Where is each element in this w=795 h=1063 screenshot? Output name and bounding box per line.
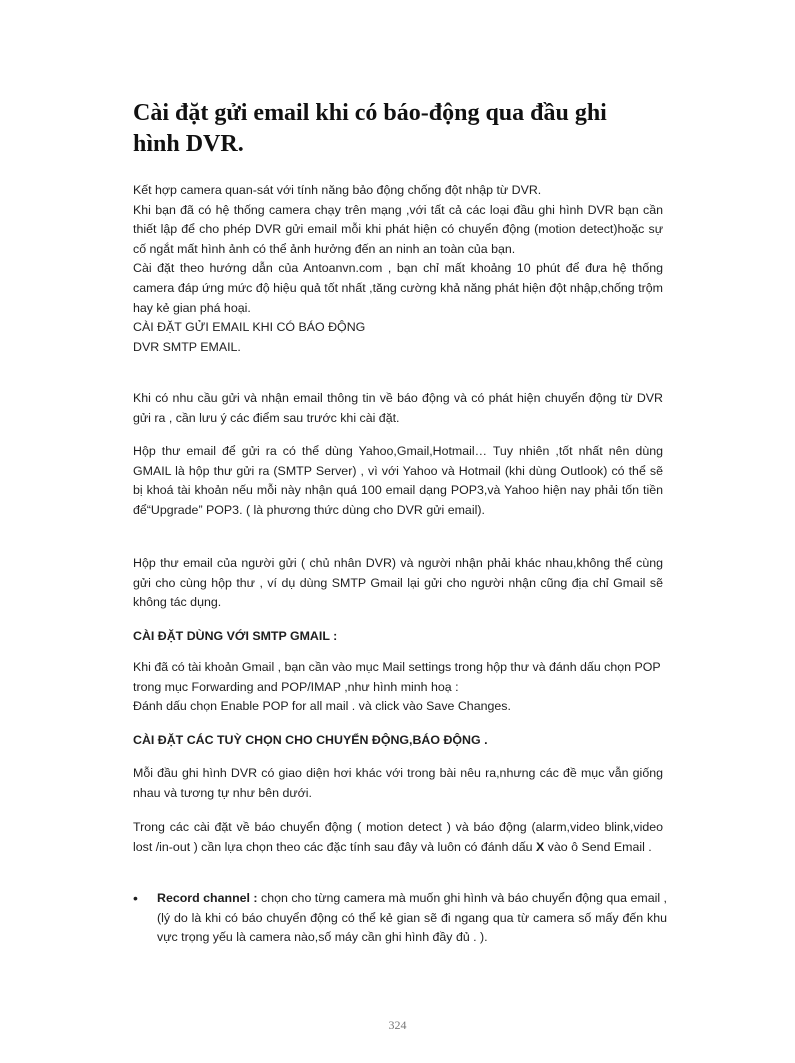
paragraph-motion-settings-text — [133, 818, 663, 857]
section-heading-motion-alarm: CÀI ĐẶT CÁC TUỲ CHỌN CHO CHUYỂN ĐỘNG,BÁO ĐỘNG . — [133, 733, 488, 747]
document-title — [133, 98, 663, 160]
paragraph-gmail-settings — [133, 658, 663, 717]
motion-settings-text: Trong các cài đặt về báo chuyển động ( motion detect ) và báo động (alarm,video blink,video lost /in-out ) cần lựa chọn theo các đặc tính sau đây và luôn có đánh dấu — [133, 820, 663, 854]
title-line-1: Cài đặt gửi email khi có báo-động qua đầu ghi — [133, 100, 607, 126]
paragraph-enable-pop-line: Đánh dấu chọn Enable POP for all mail . và click vào Save Changes. — [133, 699, 511, 714]
paragraph-gmail-settings-line: Khi đã có tài khoản Gmail , bạn cần vào mục Mail settings trong hộp thư và đánh dấu chọn POP trong mục Forwarding and POP/IMAP ,như hình minh hoạ : — [133, 660, 661, 694]
intro-line-1: Kết hợp camera quan-sát với tính năng bảo động chống đột nhập từ DVR. — [133, 183, 542, 197]
paragraph-requirements — [133, 389, 663, 428]
title-line-2: hình DVR. — [133, 131, 244, 157]
paragraph-dvr-interface — [133, 764, 663, 803]
bullet-icon: • — [133, 890, 138, 906]
intro-block — [133, 181, 663, 357]
section-heading-smtp-gmail: CÀI ĐẶT DÙNG VỚI SMTP GMAIL : — [133, 629, 338, 643]
intro-heading-smtp: DVR SMTP EMAIL. — [133, 339, 241, 354]
checkbox-mark-x: X — [536, 839, 545, 854]
paragraph-motion-settings — [133, 818, 663, 857]
paragraph-sender-receiver — [133, 554, 663, 613]
paragraph-sender-receiver-text: Hộp thư email của người gửi ( chủ nhân DVR) và người nhận phải khác nhau,không thể cùng gửi cho cùng hộp thư , ví dụ dùng SMTP Gmail lại gửi cho người nhận cũng địa chỉ Gmail sẽ không tác dụng. — [133, 556, 663, 610]
motion-settings-end: vào ô Send Email . — [547, 839, 652, 854]
paragraph-dvr-interface-text: Mỗi đầu ghi hình DVR có giao diện hơi khác với trong bài nêu ra,nhưng các đề mục vẫn giống nhau và tương tự như bên dưới. — [133, 766, 663, 800]
paragraph-requirements-text: Khi có nhu cầu gửi và nhận email thông tin về báo động và có phát hiện chuyển động từ DVR gửi ra , cần lưu ý các điểm sau trước khi cài đặt. — [133, 391, 663, 425]
paragraph-mailbox — [133, 442, 663, 520]
bullet-description: chọn cho từng camera mà muốn ghi hình và báo chuyển động qua email , (lý do là khi có báo chuyển động có thể kẻ gian sẽ đi ngang qua từ camera số mấy đến khu vực trọng yếu là camera nào,số máy cần ghi hình đầy đủ . ). — [157, 891, 667, 945]
paragraph-mailbox-text: Hộp thư email để gửi ra có thể dùng Yahoo,Gmail,Hotmail… Tuy nhiên ,tốt nhất nên dùng GMAIL là hộp thư gửi ra (SMTP Server) , vì với Yahoo và Hotmail (khi dùng Outlook) có thể sẽ bị khoá tài khoản nếu mỗi này nhận quá 100 email dạng POP3,và Yahoo hiện nay phải tốn tiền để“Upgrade” POP3. ( là phương thức dùng cho DVR gửi email). — [133, 444, 663, 517]
intro-paragraph-antoanvn: Cài đặt theo hướng dẫn của Antoanvn.com , bạn chỉ mất khoảng 10 phút để đưa hệ thống camera đáp ứng mức độ hiệu quả tốt nhất ,tăng cường khả năng phát hiện đột nhập,chống trộm hay kẻ gian phá hoại. — [133, 261, 663, 315]
intro-paragraph-dvr: Khi bạn đã có hệ thống camera chạy trên mạng ,với tất cả các loại đầu ghi hình DVR bạn cần thiết lập để cho phép DVR gửi email mỗi khi phát hiện có chuyển động (motion detect)hoặc sự cố ngắt mất hình ảnh có thể ảnh hưởng đến an ninh an toàn của bạn. — [133, 202, 663, 256]
intro-heading-email: CÀI ĐẶT GỬI EMAIL KHI CÓ BÁO ĐỘNG — [133, 320, 366, 335]
bullet-label: Record channel : — [157, 891, 258, 905]
page-number: 324 — [388, 1018, 407, 1032]
bullet-record-channel-text — [157, 889, 667, 948]
